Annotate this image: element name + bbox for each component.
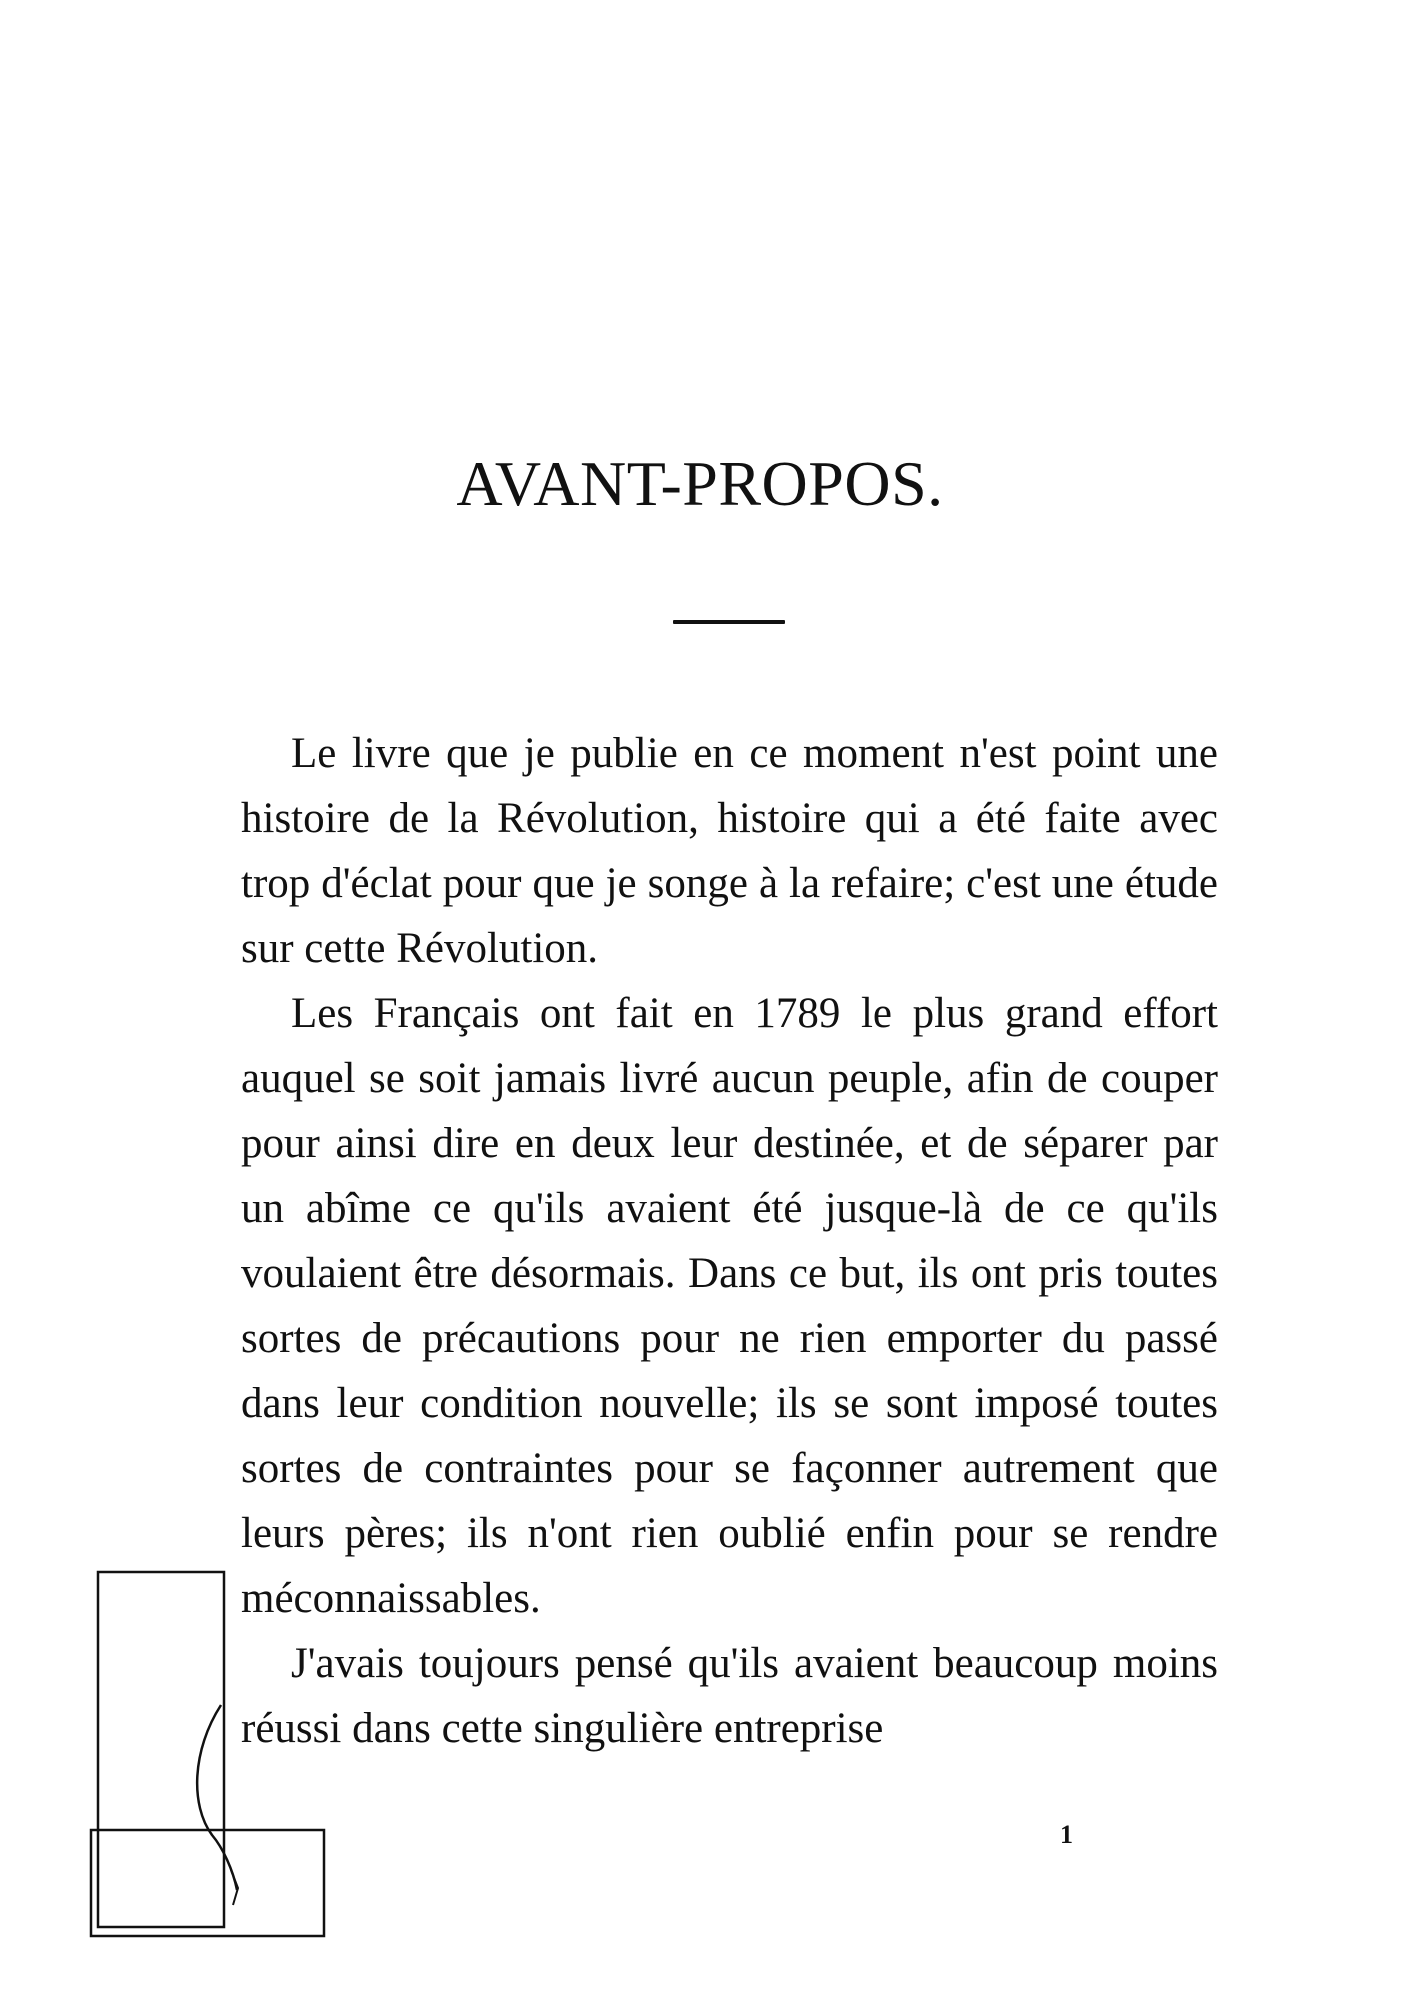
page-title: AVANT-PROPOS. [456, 448, 944, 519]
body-text [241, 721, 1218, 1761]
page-number: 1 [1060, 1820, 1073, 1849]
paragraph-3: J'avais toujours pensé qu'ils avaient beaucoup moins réussi dans cette singulière entreprise [241, 1640, 1218, 1752]
title-divider [673, 620, 785, 624]
paragraph-1: Le livre que je publie en ce moment n'est point une histoire de la Révolution, histoire qui a été faite avec trop d'éclat pour que je songe à la refaire; c'est une étude sur cette Révolution. [241, 730, 1218, 972]
scan-artifact [88, 1570, 328, 1940]
paragraph-2: Les Français ont fait en 1789 le plus grand effort auquel se soit jamais livré aucun peuple, afin de couper pour ainsi dire en deux leur destinée, et de séparer par un abîme ce qu'ils avaient été jusque-là de ce qu'ils voulaient être désormais. Dans ce but, ils ont pris toutes sortes de précautions pour ne rien emporter du passé dans leur condition nouvelle; ils se sont imposé toutes sortes de contraintes pour se façonner autrement que leurs pères; ils n'ont rien oublié enfin pour se rendre méconnaissables. [241, 990, 1218, 1622]
